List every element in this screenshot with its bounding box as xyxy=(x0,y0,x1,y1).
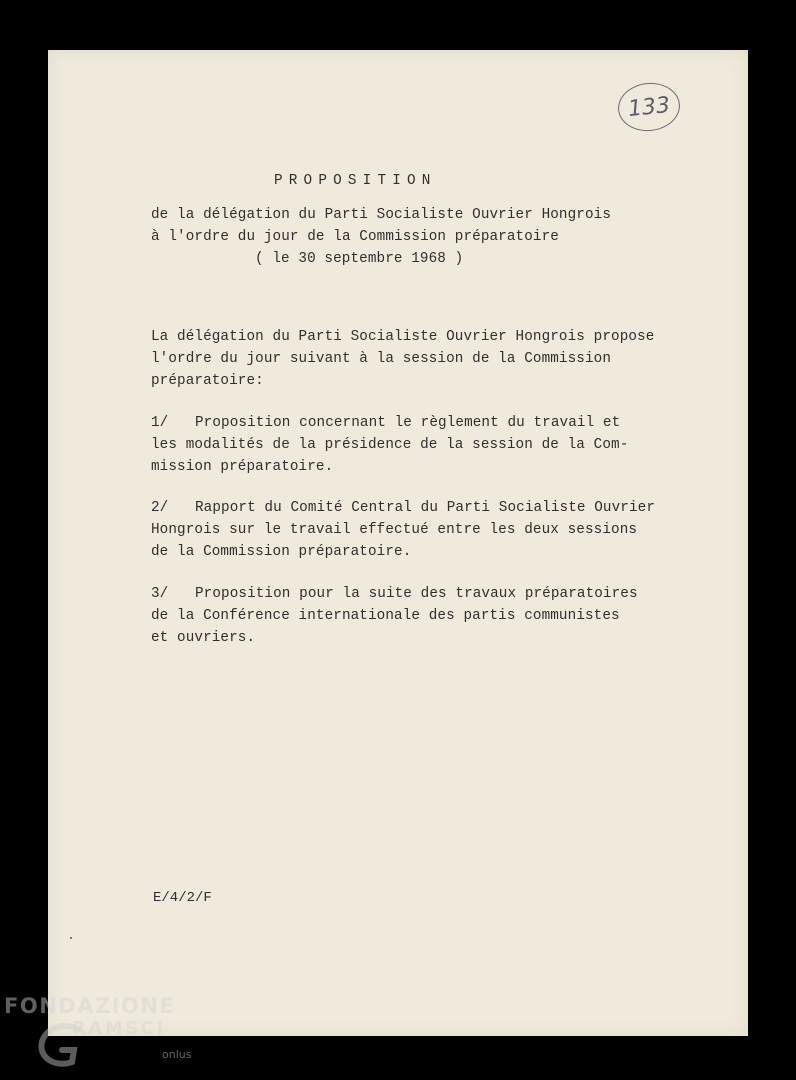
subtitle-date-line: ( le 30 septembre 1968 ) xyxy=(255,251,464,267)
subtitle-line: de la délégation du Parti Socialiste Ouvrier Hongrois xyxy=(151,207,612,223)
document-subtitle xyxy=(151,204,611,270)
folio-number-stamp xyxy=(616,80,683,134)
agenda-item-line: Rapport du Comité Central du Parti Socialiste Ouvrier xyxy=(195,500,656,516)
agenda-item-2 xyxy=(151,497,655,563)
agenda-item-line: les modalités de la présidence de la session de la Com- xyxy=(151,437,629,453)
agenda-item-line: de la Commission préparatoire. xyxy=(151,544,412,560)
intro-line: l'ordre du jour suivant à la session de la Commission xyxy=(151,351,612,367)
watermark-line-2: RAMSCI xyxy=(72,1018,166,1039)
watermark-line-1: FONDAZIONE xyxy=(4,994,176,1018)
agenda-item-3 xyxy=(151,583,638,649)
watermark-suffix: onlus xyxy=(162,1048,192,1061)
agenda-item-number: 1/ xyxy=(151,415,169,431)
agenda-item-line: Proposition pour la suite des travaux préparatoires xyxy=(195,586,638,602)
agenda-item-line: Hongrois sur le travail effectué entre les deux sessions xyxy=(151,522,638,538)
intro-line: La délégation du Parti Socialiste Ouvrier Hongrois propose xyxy=(151,329,655,345)
folio-number: 133 xyxy=(626,92,672,122)
agenda-item-line: mission préparatoire. xyxy=(151,459,334,475)
agenda-item-line: de la Conférence internationale des partis communistes xyxy=(151,608,620,624)
agenda-item-line: Proposition concernant le règlement du travail et xyxy=(195,415,621,431)
intro-line: préparatoire: xyxy=(151,373,264,389)
agenda-item-number: 3/ xyxy=(151,586,169,602)
agenda-item-1 xyxy=(151,412,628,478)
paper-speck xyxy=(70,937,72,939)
subtitle-line: à l'ordre du jour de la Commission préparatoire xyxy=(151,229,559,245)
fondazione-gramsci-watermark xyxy=(4,990,204,1076)
document-page xyxy=(48,50,748,1036)
intro-paragraph xyxy=(151,326,654,392)
agenda-item-number: 2/ xyxy=(151,500,169,516)
agenda-item-line: et ouvriers. xyxy=(151,630,256,646)
document-title: PROPOSITION xyxy=(274,173,437,189)
document-reference-code: E/4/2/F xyxy=(153,890,212,906)
